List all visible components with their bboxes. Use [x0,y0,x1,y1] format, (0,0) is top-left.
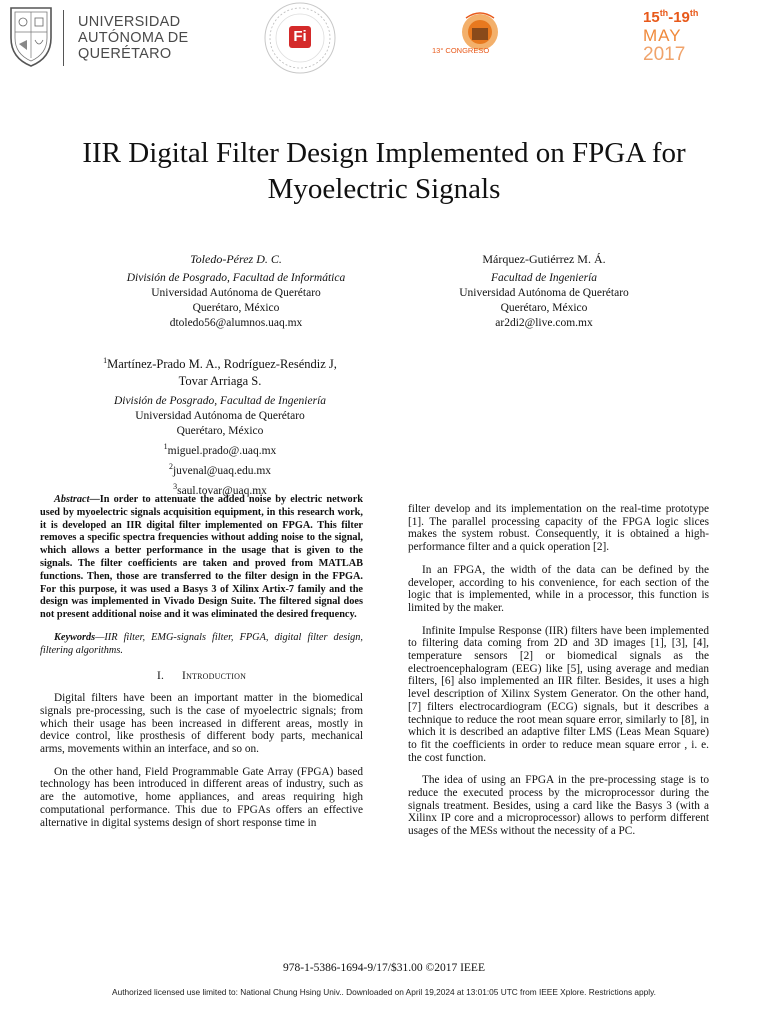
author-location: Querétaro, México [192,302,280,314]
author-university: Universidad Autónoma de Querétaro [135,410,305,423]
email-sup: 2 [168,461,173,471]
conference-date [643,8,698,64]
date-end: 19 [673,9,690,26]
right-column [408,503,709,848]
date-month: MAY [643,26,682,45]
email-text: juvenal@uaq.edu.mx [172,464,272,477]
author-name: Márquez-Gutiérrez M. Á. [482,252,606,266]
license-notice: Authorized licensed use limited to: National Chung Hsing Univ.. Downloaded on April 19,2024 at 13:01:05 UTC from IEEE Xplore. Restrictions apply. [112,987,656,997]
fi-logo-text: Fi [293,28,307,45]
author-names-line1: Martínez-Prado M. A., Rodríguez-Reséndiz J, [107,357,337,372]
title-line2: Myoelectric Signals [267,173,501,205]
email-text: miguel.prado@.uaq.mx [167,444,277,457]
header-divider [63,10,64,66]
university-name [78,14,188,62]
isbn-footer: 978-1-5386-1694-9/17/$31.00 ©2017 IEEE [283,962,485,974]
date-year: 2017 [643,44,686,65]
email-sup: 1 [163,442,168,452]
author-block-2 [388,252,700,331]
author-university: Universidad Autónoma de Querétaro [459,287,629,299]
date-start: 15 [643,9,660,26]
paragraph: filter develop and its implementation on the real-time prototype [1]. The parallel processing capacity of the FPGA logic slices makes the system robust. Consequently, it is obtained a high-performance filter and a quick operation [2]. [408,503,709,554]
author-name-sup: 1 [103,356,108,365]
paragraph: Infinite Impulse Response (IIR) filters have been implemented to filtering data coming from 2D and 3D images [1], [3], [4], temperature sensors [2] or biomedical signals as the electroencephalogram (EEG) like [5], using average and median filters, [6] also implemented an IIR filter. Besides, it uses a high level description of Xilinx System Generator. On the other hand, [7] filters electrocardiogram (ECG) signals, but it describes a technique to reduce the root mean square error, similarly to [8], in which it is described an adaptive filter LMS (Leas Mean Square) to fit the coefficients in order to reduce mean square error , i. e. the cost function. [408,624,709,764]
author-location: Querétaro, México [176,425,264,438]
author-names-line2: Tovar Arriaga S. [178,374,262,389]
paragraph: On the other hand, Field Programmable Gate Array (FPGA) based technology has been introduced in different areas of industry, such as are the automotive, home appliances, and areas requiring high computational performance. This due to FPGAs offers an effective alternative in digital systems design of short response time in [40,765,363,829]
section-heading [40,670,363,683]
abstract-text: —In order to attenuate the added noise by electric network used by myoelectric signals acquisition equipment, in this research work, it is developed an IIR digital filter implemented on FPGA. This filter removes a specific spectra frequencies without adding noise to the signal, which allows a better performance in the usage that is given to the signals. The filter coefficients are taken and proved from MATLAB functions. Then, those are transferred to the filter design in the FPGA. For this purpose, it was used a Basys 3 of Xilinx Artix-7 family and the design was implemented in Vivado Design Suite. The filtered signal does not present additional noise and it was eliminated the desired frequency. [40,494,363,621]
author-block-1 [80,252,392,331]
title-line1: IIR Digital Filter Design Implemented on FPGA for [82,137,686,169]
author-email: dtoledo56@alumnos.uaq.mx [169,317,303,329]
author-name: Toledo-Pérez D. C. [190,252,282,266]
conference-header [0,0,768,100]
author-email: ar2di2@live.com.mx [495,317,593,329]
date-end-suffix: th [689,8,699,18]
university-name-line2: AUTÓNOMA DE [78,30,189,46]
university-seal-icon [5,4,57,68]
author-affiliation: División de Posgrado, Facultad de Informática [126,272,346,284]
author-university: Universidad Autónoma de Querétaro [151,287,321,299]
university-name-line1: UNIVERSIDAD [78,14,181,30]
left-column [40,494,363,839]
author-block-3 [40,352,400,499]
email-sup: 3 [173,481,178,491]
date-separator: - [668,9,674,26]
section-number: I. [156,669,165,682]
section-title: Introduction [182,669,247,682]
paragraph: The idea of using an FPGA in the pre-processing stage is to reduce the executed process by the microprocessor during the signals treatment. Besides, using a card like the Basys 3 (with a Xilinx IP core and a microprocessor) allows to perform different usages of the MESs without the necessity of a PC. [408,774,709,838]
date-start-suffix: th [659,8,669,18]
conference-label: 13° CONGRESO [432,46,490,55]
keywords-lead: Keywords [54,631,96,643]
abstract-lead: Abstract [54,494,90,505]
author-location: Querétaro, México [500,302,588,314]
paragraph: Digital filters have been an important matter in the biomedical signals pre-processing, such is the case of myoelectric signals; from which their usage has been increased in different areas, mostly in device control, like prosthesis of different body parts, mechanical arms, movements within an interface, and so on. [40,692,363,756]
paper-title [40,135,728,207]
author-email [40,439,400,459]
paragraph: In an FPGA, the width of the data can be defined by the developer, according to his convenience, for each section of the logic that is implemented, while in a processor, this function is limited by the maker. [408,563,709,614]
author-email [40,459,400,479]
author-names [40,352,400,373]
conference-logo-icon [430,8,520,66]
keywords-text: —IIR filter, EMG-signals filter, FPGA, digital filter design, filtering algorithms. [40,631,363,656]
date-range [643,8,698,26]
email-text: saul.tovar@uaq.mx [177,484,267,497]
author-affiliation: Facultad de Ingeniería [490,272,598,284]
keywords [40,632,363,658]
university-name-line3: QUERÉTARO [78,46,172,62]
abstract [40,494,363,622]
author-affiliation: División de Posgrado, Facultad de Ingeniería [113,395,327,408]
